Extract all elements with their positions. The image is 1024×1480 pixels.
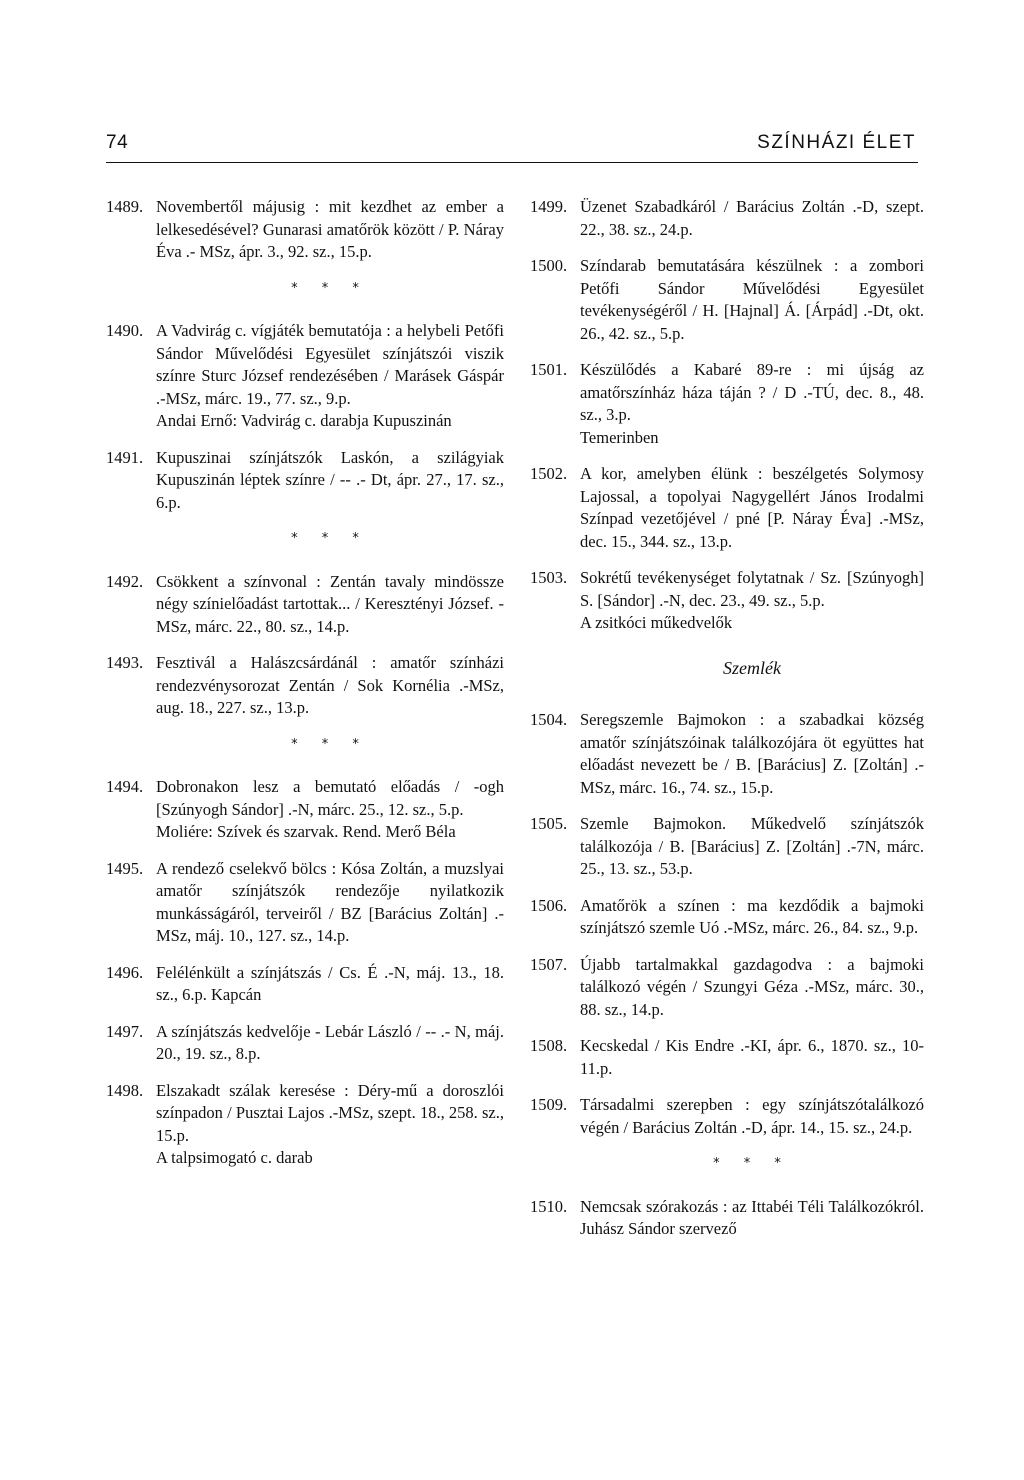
entry-number: 1489. — [106, 197, 144, 216]
entry-number: 1507. — [530, 954, 568, 974]
entry-number: 1501. — [530, 360, 568, 379]
entry-number: 1493. — [106, 653, 144, 672]
bibliography-entry — [106, 652, 504, 720]
entry-number: 1492. — [106, 571, 144, 591]
entry-text: A rendező cselekvő bölcs : Kósa Zoltán, a muzslyai amatőr színjátszók rendezője nyilatkozik munkásságáról, terveiről / BZ [Barácius Zoltán] .-MSz, máj. 10., 127. sz., 14.p. — [156, 858, 504, 945]
bibliography-entry — [530, 1094, 924, 1139]
entry-text: Kecskedal / Kis Endre .-KI, ápr. 6., 1870. sz., 10-11.p. — [580, 1036, 924, 1078]
bibliography-entry — [530, 567, 924, 635]
right-column — [530, 196, 924, 1255]
entry-number: 1498. — [106, 1080, 144, 1100]
entry-text: Kupuszinai színjátszók Laskón, a szilágyiak Kupuszinán léptek színre / -- .- Dt, ápr. 27., 17. sz., 6.p. — [156, 447, 504, 512]
entry-text: Újabb tartalmakkal gazdagodva : a bajmoki találkozó végén / Szungyi Géza .-MSz, márc. 30., 88. sz., 14.p. — [580, 954, 924, 1019]
entry-text: A Vadvirág c. vígjáték bemutatója : a helybeli Petőfi Sándor Művelődési Egyesület színjátszói viszik színre Sturc József rendezésében / Marásek Gáspár .-MSz, márc. 19., 77. sz., 9.p. — [156, 321, 504, 408]
bibliography-entry — [530, 954, 924, 1022]
entry-note: A talpsimogató c. darab — [156, 1148, 313, 1167]
bibliography-entry — [106, 1021, 504, 1066]
entry-text: Csökkent a színvonal : Zentán tavaly mindössze négy színielőadást tartottak... / Keresztényi József. - MSz, márc. 22., 80. sz., 14.p. — [156, 571, 504, 636]
entry-text: Seregszemle Bajmokon : a szabadkai község amatőr színjátszóinak találkozójára öt együttes hat előadást nevezett be / B. [Barácius] Z. [Zoltán] .-MSz, márc. 16., 74. sz., 15.p. — [580, 710, 924, 797]
entry-number: 1509. — [530, 1095, 568, 1114]
entry-number: 1502. — [530, 464, 568, 483]
entry-note: Temerinben — [580, 427, 659, 447]
section-separator: * * * — [713, 1156, 791, 1171]
section-separator: * * * — [291, 531, 369, 546]
bibliography-entry — [530, 895, 924, 940]
entry-text: Üzenet Szabadkáról / Barácius Zoltán .-D, szept. 22., 38. sz., 24.p. — [580, 197, 924, 239]
bibliography-entry — [106, 320, 504, 433]
bibliography-entry — [106, 776, 504, 844]
entry-number: 1499. — [530, 197, 568, 216]
bibliography-entry — [106, 858, 504, 948]
entry-number: 1503. — [530, 568, 568, 587]
header-rule — [106, 162, 918, 163]
running-head: SZÍNHÁZI ÉLET — [757, 132, 916, 153]
entry-number: 1495. — [106, 858, 144, 878]
section-separator: * * * — [291, 280, 369, 296]
bibliography-entry — [530, 709, 924, 799]
entry-number: 1504. — [530, 710, 568, 729]
entry-text: Társadalmi szerepben : egy színjátszótalálkozó végén / Barácius Zoltán .-D, ápr. 14., 15. sz., 24.p. — [580, 1095, 924, 1137]
entry-number: 1506. — [530, 895, 568, 915]
entry-text: Dobronakon lesz a bemutató előadás / -ogh [Szúnyogh Sándor] .-N, márc. 25., 12. sz., 5.p. — [156, 777, 504, 819]
entry-number: 1508. — [530, 1036, 568, 1055]
entry-number: 1500. — [530, 256, 568, 275]
entry-number: 1510. — [530, 1196, 568, 1216]
entry-text: Szemle Bajmokon. Műkedvelő színjátszók találkozója / B. [Barácius] Z. [Zoltán] .-7N, márc. 25., 13. sz., 53.p. — [580, 814, 924, 878]
bibliography-entry — [530, 359, 924, 449]
entry-text: Fesztivál a Halászcsárdánál : amatőr színházi rendezvénysorozat Zentán / Sok Kornélia .-MSz, aug. 18., 227. sz., 13.p. — [156, 653, 504, 717]
entry-text: A kor, amelyben élünk : beszélgetés Solymosy Lajossal, a topolyai Nagygellért János Irodalmi Színpad vezetőjével / pné [P. Náray Éva] .-MSz, dec. 15., 344. sz., 13.p. — [580, 464, 924, 551]
entry-number: 1505. — [530, 814, 568, 833]
bibliography-entry — [106, 571, 504, 639]
left-column — [106, 196, 504, 1184]
bibliography-entry — [530, 196, 924, 241]
page-number: 74 — [106, 132, 129, 153]
entry-number: 1497. — [106, 1021, 144, 1041]
entry-text: Elszakadt szálak keresése : Déry-mű a doroszlói színpadon / Pusztai Lajos .-MSz, szept. 18., 258. sz., 15.p. — [156, 1080, 504, 1145]
bibliography-entry — [530, 463, 924, 553]
entry-text: Novembertől májusig : mit kezdhet az ember a lelkesedésével? Gunarasi amatőrök között / P. Náray Éva .- MSz, ápr. 3., 92. sz., 15.p. — [156, 197, 504, 261]
bibliography-entry — [530, 1035, 924, 1080]
entry-text: Felélénkült a színjátszás / Cs. É .-N, máj. 13., 18. sz., 6.p. Kapcán — [156, 962, 504, 1004]
entry-text: A színjátszás kedvelője - Lebár László / -- .- N, máj. 20., 19. sz., 8.p. — [156, 1021, 504, 1063]
entry-note: A zsitkóci műkedvelők — [580, 613, 733, 632]
entry-note: Moliére: Szívek és szarvak. Rend. Merő Béla — [156, 822, 456, 841]
entry-text: Sokrétű tevékenységet folytatnak / Sz. [Szúnyogh] S. [Sándor] .-N, dec. 23., 49. sz., 5.p. — [580, 568, 924, 610]
entry-text: Nemcsak szórakozás : az Ittabéi Téli Találkozókról. Juhász Sándor szervező — [580, 1196, 924, 1238]
bibliography-entry — [106, 447, 504, 515]
section-title: Szemlék — [723, 657, 781, 678]
bibliography-entry — [530, 813, 924, 881]
entry-text: Készülődés a Kabaré 89-re : mi újság az amatőrszínház háza táján ? / D .-TÚ, dec. 8., 48. sz., 3.p. — [580, 360, 924, 424]
entry-number: 1490. — [106, 321, 144, 340]
entry-note: Andai Ernő: Vadvirág c. darabja Kupuszinán — [156, 411, 452, 430]
section-separator: * * * — [291, 736, 369, 752]
entry-text: Amatőrök a színen : ma kezdődik a bajmoki színjátszó szemle Uó .-MSz, márc. 26., 84. sz., 9.p. — [580, 895, 924, 937]
entry-number: 1491. — [106, 447, 144, 467]
bibliography-entry — [106, 962, 504, 1007]
bibliography-entry — [106, 1080, 504, 1170]
entry-text: Színdarab bemutatására készülnek : a zombori Petőfi Sándor Művelődési Egyesület tevékenységéről / H. [Hajnal] Á. [Árpád] .-Dt, okt. 26., 42. sz., 5.p. — [580, 256, 924, 343]
bibliography-entry — [106, 196, 504, 264]
entry-number: 1496. — [106, 962, 144, 982]
bibliography-entry — [530, 1196, 924, 1241]
entry-number: 1494. — [106, 777, 144, 796]
bibliography-entry — [530, 255, 924, 345]
